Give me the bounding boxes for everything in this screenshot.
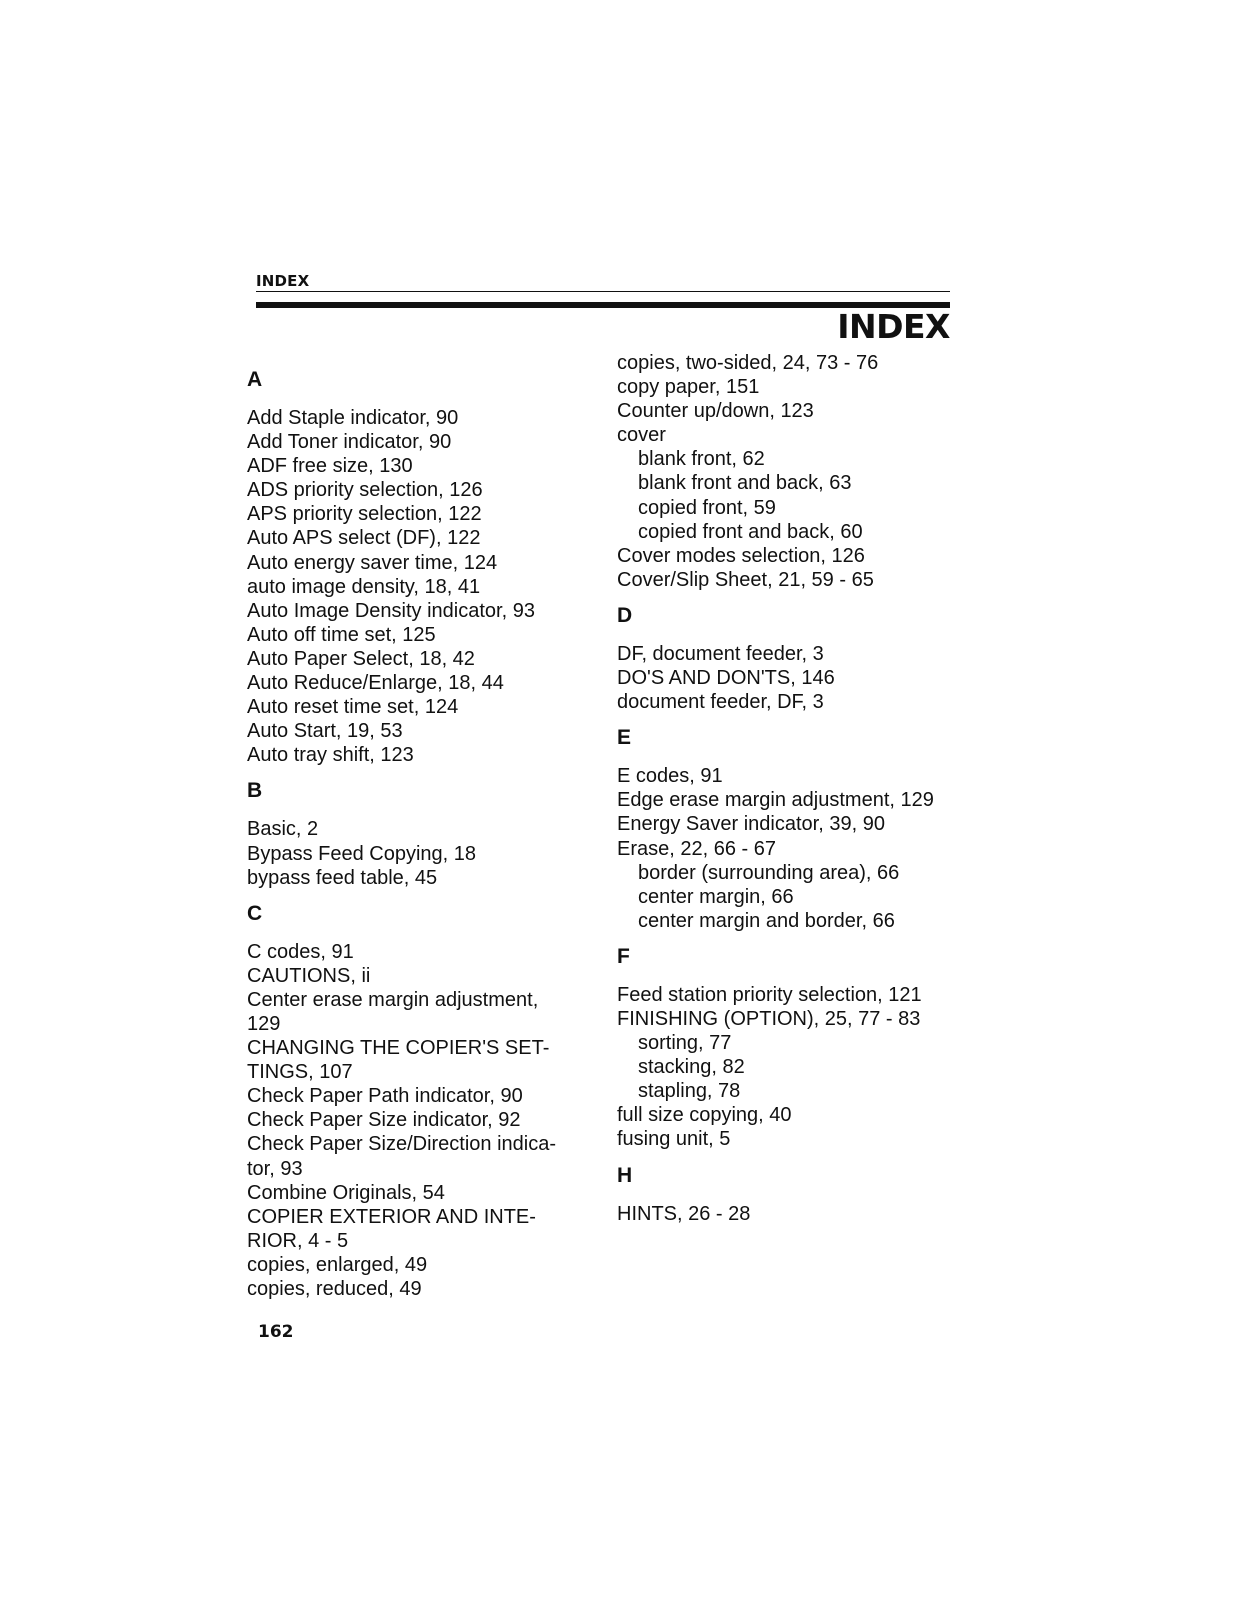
- index-entry: Cover modes selection, 126: [617, 544, 865, 567]
- index-entry: bypass feed table, 45: [247, 866, 438, 889]
- index-entry: Auto reset time set, 124: [247, 696, 459, 719]
- index-column-right: [617, 351, 957, 1226]
- index-entry: CHANGING THE COPIER'S SET-: [247, 1037, 550, 1060]
- index-entry: ADF free size, 130: [247, 455, 413, 478]
- index-entry: Check Paper Size/Direction indica-: [247, 1133, 557, 1156]
- index-entry: HINTS, 26 - 28: [617, 1202, 751, 1225]
- index-entry: E codes, 91: [617, 765, 723, 788]
- index-entry: APS priority selection, 122: [247, 503, 482, 526]
- index-entry: Counter up/down, 123: [617, 400, 814, 423]
- page-title: INDEX: [837, 307, 950, 346]
- index-entry: DO'S AND DON'TS, 146: [617, 667, 835, 690]
- index-entry: Edge erase margin adjustment, 129: [617, 789, 934, 812]
- index-entry: C codes, 91: [247, 940, 354, 963]
- index-entry: copies, enlarged, 49: [247, 1253, 428, 1276]
- index-entry: Auto Paper Select, 18, 42: [247, 647, 475, 670]
- index-entry: CAUTIONS, ii: [247, 964, 371, 987]
- index-entry: Bypass Feed Copying, 18: [247, 842, 477, 865]
- index-entry: full size copying, 40: [617, 1104, 792, 1127]
- section-letter: A: [247, 368, 263, 391]
- index-subentry: sorting, 77: [638, 1032, 732, 1055]
- index-subentry: stacking, 82: [638, 1056, 745, 1079]
- index-entry: Energy Saver indicator, 39, 90: [617, 813, 885, 836]
- index-entry: Auto Start, 19, 53: [247, 720, 403, 743]
- index-entry: auto image density, 18, 41: [247, 575, 481, 598]
- index-entry: Auto APS select (DF), 122: [247, 527, 481, 550]
- index-entry: Erase, 22, 66 - 67: [617, 837, 776, 860]
- index-subentry: center margin and border, 66: [638, 909, 895, 932]
- index-subentry: blank front, 62: [638, 448, 765, 471]
- index-subentry: blank front and back, 63: [638, 472, 852, 495]
- index-entry: FINISHING (OPTION), 25, 77 - 83: [617, 1007, 921, 1030]
- index-entry: DF, document feeder, 3: [617, 642, 824, 665]
- page-number: 162: [258, 1322, 294, 1342]
- section-letter: D: [617, 603, 633, 627]
- index-entry: Auto Image Density indicator, 93: [247, 599, 535, 622]
- running-head: INDEX: [256, 272, 310, 290]
- index-entry: Center erase margin adjustment,: [247, 988, 539, 1011]
- index-column-left: [247, 368, 567, 1301]
- section-letter: H: [617, 1163, 633, 1187]
- index-entry: tor, 93: [247, 1157, 303, 1180]
- section-letter: E: [617, 726, 632, 750]
- index-entry: Auto off time set, 125: [247, 623, 436, 646]
- index-entry: Add Staple indicator, 90: [247, 407, 459, 429]
- index-entry: Auto energy saver time, 124: [247, 551, 498, 574]
- index-entry: Combine Originals, 54: [247, 1181, 445, 1204]
- section-letter: C: [247, 901, 263, 925]
- index-entry: Auto tray shift, 123: [247, 744, 414, 767]
- index-entry: RIOR, 4 - 5: [247, 1229, 349, 1252]
- index-entry: Auto Reduce/Enlarge, 18, 44: [247, 672, 504, 695]
- index-subentry: stapling, 78: [638, 1080, 741, 1103]
- index-entry: Cover/Slip Sheet, 21, 59 - 65: [617, 568, 874, 591]
- index-entry: cover: [617, 424, 666, 447]
- index-entry: document feeder, DF, 3: [617, 691, 824, 714]
- index-entry: 129: [247, 1012, 281, 1035]
- index-subentry: border (surrounding area), 66: [638, 861, 900, 884]
- header-rule-thin: [256, 291, 950, 292]
- index-entry: COPIER EXTERIOR AND INTE-: [247, 1205, 536, 1228]
- index-entry: Basic, 2: [247, 818, 319, 841]
- index-entry: Check Paper Size indicator, 92: [247, 1109, 521, 1132]
- index-entry: fusing unit, 5: [617, 1128, 731, 1151]
- index-subentry: center margin, 66: [638, 885, 794, 908]
- index-entry: Feed station priority selection, 121: [617, 983, 922, 1006]
- index-entry: Check Paper Path indicator, 90: [247, 1085, 523, 1108]
- index-entry: copies, reduced, 49: [247, 1278, 422, 1300]
- index-entry: copy paper, 151: [617, 376, 760, 399]
- section-letter: B: [247, 779, 263, 803]
- index-entry: copies, two-sided, 24, 73 - 76: [617, 352, 879, 374]
- index-subentry: copied front and back, 60: [638, 520, 863, 543]
- section-letter: F: [617, 944, 630, 968]
- index-entry: ADS priority selection, 126: [247, 479, 483, 502]
- index-entry: Add Toner indicator, 90: [247, 431, 452, 454]
- index-entry: TINGS, 107: [247, 1061, 353, 1084]
- index-subentry: copied front, 59: [638, 496, 776, 519]
